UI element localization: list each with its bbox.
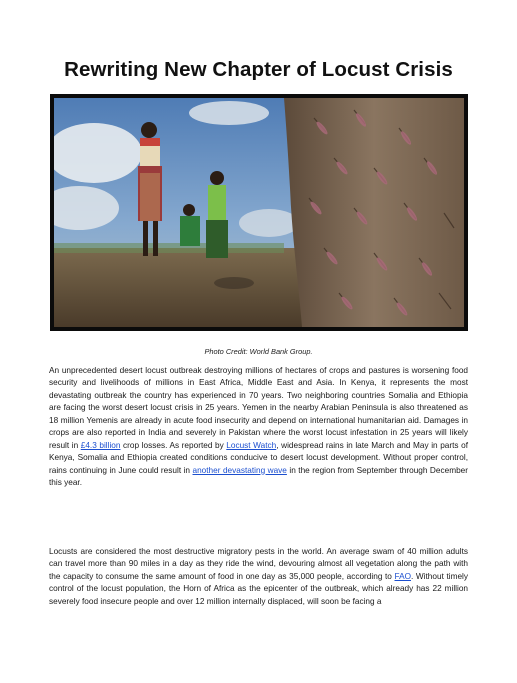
paragraph-text: crop losses. As reported by [120,440,227,450]
paragraph-text: . Without timely control of the locust population, the Horn of Africa as the epicenter of the outbreak, which already has 22 million severely food insecure people and over 12 million internally displaced, will soon be facing a [49,571,468,606]
another-devastating-wave-link[interactable]: another devastating wave [192,465,287,475]
crop-losses-link[interactable]: £4.3 billion [80,440,121,450]
fao-link[interactable]: FAO [394,571,411,581]
photo-caption: Photo Credit: World Bank Group. [204,347,313,356]
article-photo [50,94,468,331]
paragraph-text: , widespread rains in late March and May in parts of Kenya, Somalia and Ethiopia created conditions conducive to desert locust development. Without proper control, rains continuing in June could result in [49,440,468,475]
article-paragraph-1 [49,365,468,490]
article-title: Rewriting New Chapter of Locust Crisis [64,58,453,81]
paragraph-text: Locusts are considered the most destructive migratory pests in the world. An average swam of 40 million adults can travel more than 90 miles in a day as they ride the wind, devouring almost all vegetation along the path with the capacity to consume the same amount of food in one day as 35,000 people, according to [49,547,468,581]
paragraph-text: in the region from September through December this year. [49,465,468,488]
paragraph-text: An unprecedented desert locust outbreak destroying millions of hectares of crops and pastures is worsening food security and livelihoods of millions in East Africa, Middle East and Asia. In Kenya, it represents the most devastating outbreak the country has experienced in 70 years. Two neighboring countries Somalia and Ethiopia are facing the worst desert locust crisis in 25 years. Yemen in the nearby Arabian Peninsula is also threatened as 18 million Yemenis are already in acute food insecurity and depend on international humanitarian aid. Damages in crops are also reported in India and severely in Pakistan where the worst locust infestation in 25 years will likely result in [49,366,468,450]
locust-photo-image [54,98,464,327]
article-paragraph-2 [49,546,468,608]
locust-watch-link[interactable]: Locust Watch [226,440,277,450]
